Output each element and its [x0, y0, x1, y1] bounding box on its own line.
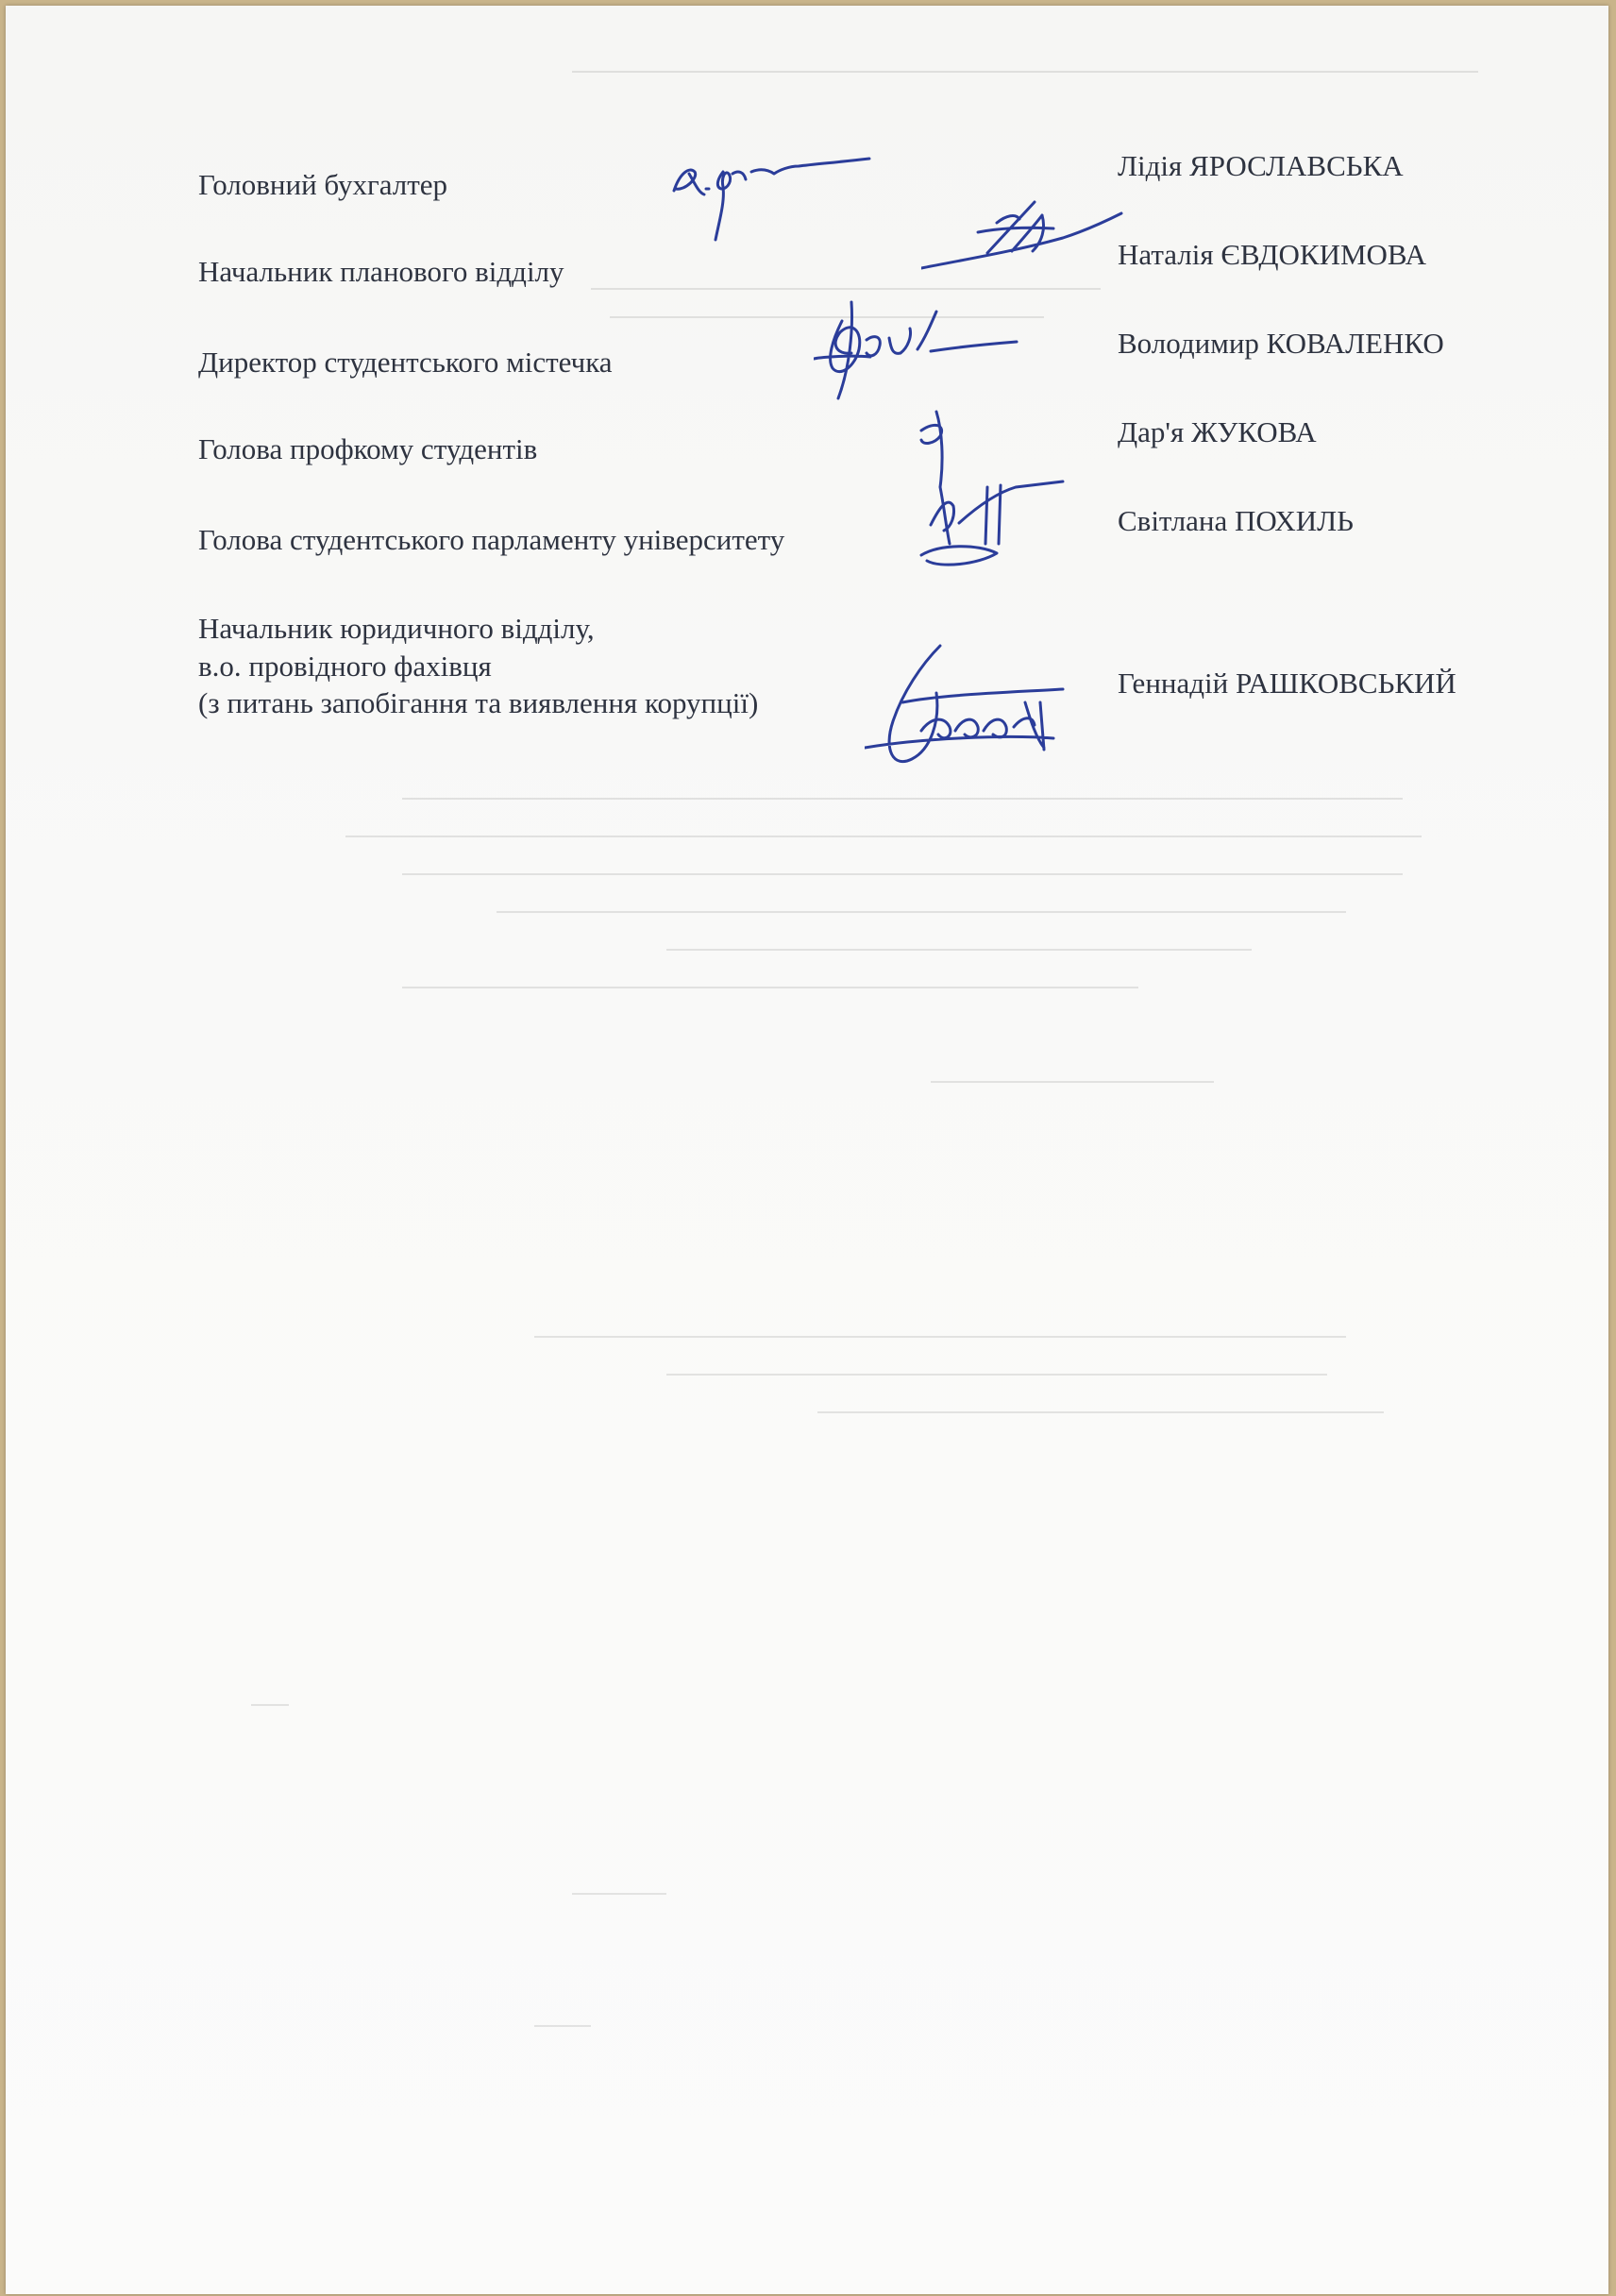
document-page: [6, 6, 1608, 2294]
position-line: Голова профкому студентів: [198, 432, 538, 465]
position-student-parliament-head: [198, 521, 784, 559]
signatory-name: Лідія ЯРОСЛАВСЬКА: [1118, 149, 1404, 182]
position-line: Голова студентського парламенту університету: [198, 523, 785, 556]
signatory-name: Дар'я ЖУКОВА: [1118, 415, 1317, 448]
signature-3: [814, 283, 1021, 406]
signature-2: [921, 194, 1129, 279]
signature-4: [902, 402, 1091, 582]
signatory-name: Володимир КОВАЛЕНКО: [1118, 327, 1444, 360]
position-line: Головний бухгалтер: [198, 168, 448, 201]
position-line: Начальник юридичного відділу,: [198, 612, 595, 645]
signature-1: [657, 145, 893, 249]
signatory-name: Геннадій РАШКОВСЬКИЙ: [1118, 667, 1456, 700]
position-line: Начальник планового відділу: [198, 255, 564, 288]
signatory-name: Світлана ПОХИЛЬ: [1118, 504, 1354, 537]
position-planning-head: [198, 253, 564, 291]
position-union-head: [198, 430, 537, 468]
signature-6: [865, 636, 1091, 778]
position-campus-director: [198, 344, 613, 381]
signatory-name: Наталія ЄВДОКИМОВА: [1118, 238, 1427, 271]
position-line: в.о. провідного фахівця: [198, 649, 492, 683]
position-legal-head: [198, 610, 758, 722]
position-line: Директор студентського містечка: [198, 346, 613, 379]
position-chief-accountant: [198, 166, 447, 204]
position-line: (з питань запобігання та виявлення корупції): [198, 686, 759, 720]
